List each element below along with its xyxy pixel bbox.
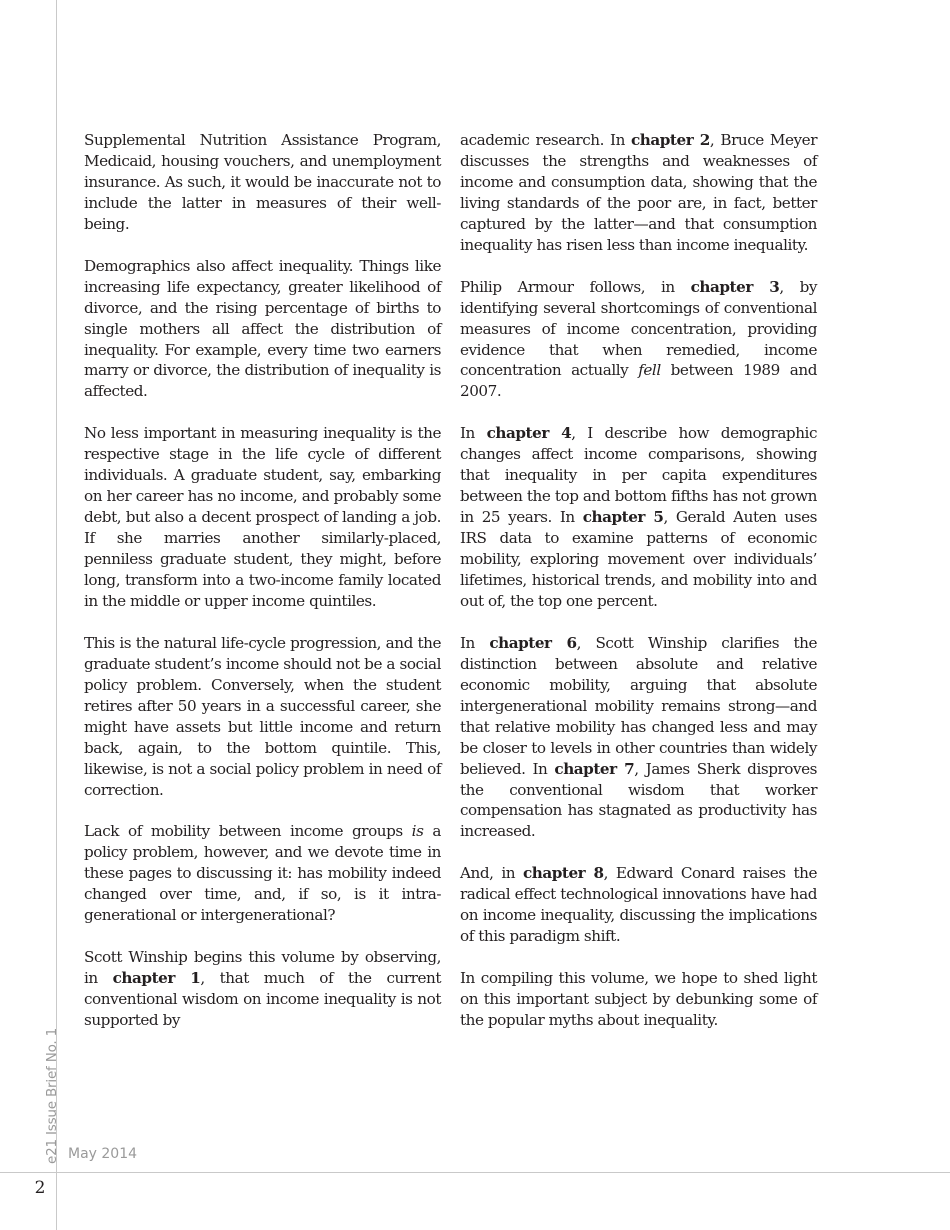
text-run: In (460, 633, 490, 652)
text-run: , I describe how demographic changes affect income comparisons, showing that inequality in per capita expenditures between the top and bottom fifths has not grown in 25 years. In (460, 424, 818, 527)
chapter-reference: chapter 5 (582, 508, 664, 527)
paragraph (84, 821, 441, 926)
text-run: , Edward Conard raises the radical effect technological innovations have had on income inequality, discussing the implications of this paradigm shift. (460, 864, 817, 946)
paragraph (84, 947, 441, 1031)
paragraph (460, 130, 817, 256)
text-run: Philip Armour follows, in (460, 277, 691, 296)
paragraph: In compiling this volume, we hope to shed light on this important subject by debunking some of the popular myths about inequality. (460, 969, 817, 1029)
footer-rule (0, 1172, 950, 1173)
paragraph: This is the natural life-cycle progression, and the graduate student’s income should not be a social policy problem. Conversely, when the student retires after 50 years in a successful career, she might have assets but little income and return back, again, to the bottom quintile. This, likewise, is not a social policy problem in need of correction. (84, 633, 441, 799)
paragraph (460, 633, 817, 843)
chapter-reference: chapter 4 (486, 424, 572, 443)
text-run: , Scott Winship clarifies the distinction between absolute and relative economic mobility, arguing that absolute intergenerational mobility remains strong—and that relative mobility has changed less and may be closer to levels in other countries than widely believed. In (460, 633, 818, 778)
text-run: , Bruce Meyer discusses the strengths and weaknesses of income and consumption data, showing that the living standards of the poor are, in fact, better captured by the latter—and that consumption inequality has risen less than income inequality. (460, 131, 817, 254)
publication-date: May 2014 (68, 1146, 138, 1162)
paragraph (460, 277, 817, 403)
text-run: , that much of the current conventional wisdom on income inequality is not supported by (84, 969, 441, 1029)
right-text-column (460, 130, 817, 1031)
paragraph: Supplemental Nutrition Assistance Program, Medicaid, housing vouchers, and unemployment insurance. As such, it would be inaccurate not to include the latter in measures of their well-being. (84, 131, 441, 233)
publication-label: e21 Issue Brief No. 1 (44, 1028, 60, 1164)
text-run: And, in (460, 864, 523, 883)
text-run: Scott Winship begins this volume by observing, in (84, 948, 441, 988)
text-run: between 1989 and 2007. (460, 361, 817, 401)
text-run: Lack of mobility between income groups (84, 822, 412, 841)
chapter-reference: chapter 2 (630, 131, 710, 149)
emphasis: is (411, 822, 424, 841)
text-run: academic research. In (460, 131, 631, 149)
paragraph: Demographics also affect inequality. Things like increasing life expectancy, greater likelihood of divorce, and the rising percentage of births to single mothers all affect the distribution of inequality. For example, every time two earners marry or divorce, the distribution of inequality is affected. (84, 256, 441, 401)
text-run: , Gerald Auten uses IRS data to examine patterns of economic mobility, exploring movement over individuals’ lifetimes, historical trends, and mobility into and out of, the top one percent. (460, 508, 817, 610)
chapter-reference: chapter 3 (690, 277, 780, 296)
chapter-reference: chapter 7 (554, 759, 635, 778)
text-run: In (460, 424, 487, 443)
text-run: , James Sherk disproves the conventional wisdom that worker compensation has stagnated as productivity has increased. (460, 759, 817, 841)
page-number: 2 (34, 1178, 46, 1198)
paragraph (460, 423, 817, 612)
text-run: , by identifying several shortcomings of conventional measures of income concentration, providing evidence that when remedied, income concentration actually (460, 277, 817, 380)
left-text-column (84, 130, 441, 1031)
chapter-reference: chapter 6 (489, 633, 577, 652)
chapter-reference: chapter 1 (112, 969, 201, 988)
emphasis: fell (638, 361, 661, 380)
text-run: a policy problem, however, and we devote time in these pages to discussing it: has mobility indeed changed over time, and, if so, is it intra-generational or intergenerational? (84, 822, 441, 925)
paragraph: No less important in measuring inequality is the respective stage in the life cycle of different individuals. A graduate student, say, embarking on her career has no income, and probably some debt, but also a decent prospect of landing a job. If she marries another similarly-placed, penniless graduate student, they might, before long, transform into a two-income family located in the middle or upper income quintiles. (84, 424, 441, 610)
paragraph (460, 863, 817, 947)
chapter-reference: chapter 8 (522, 864, 604, 883)
